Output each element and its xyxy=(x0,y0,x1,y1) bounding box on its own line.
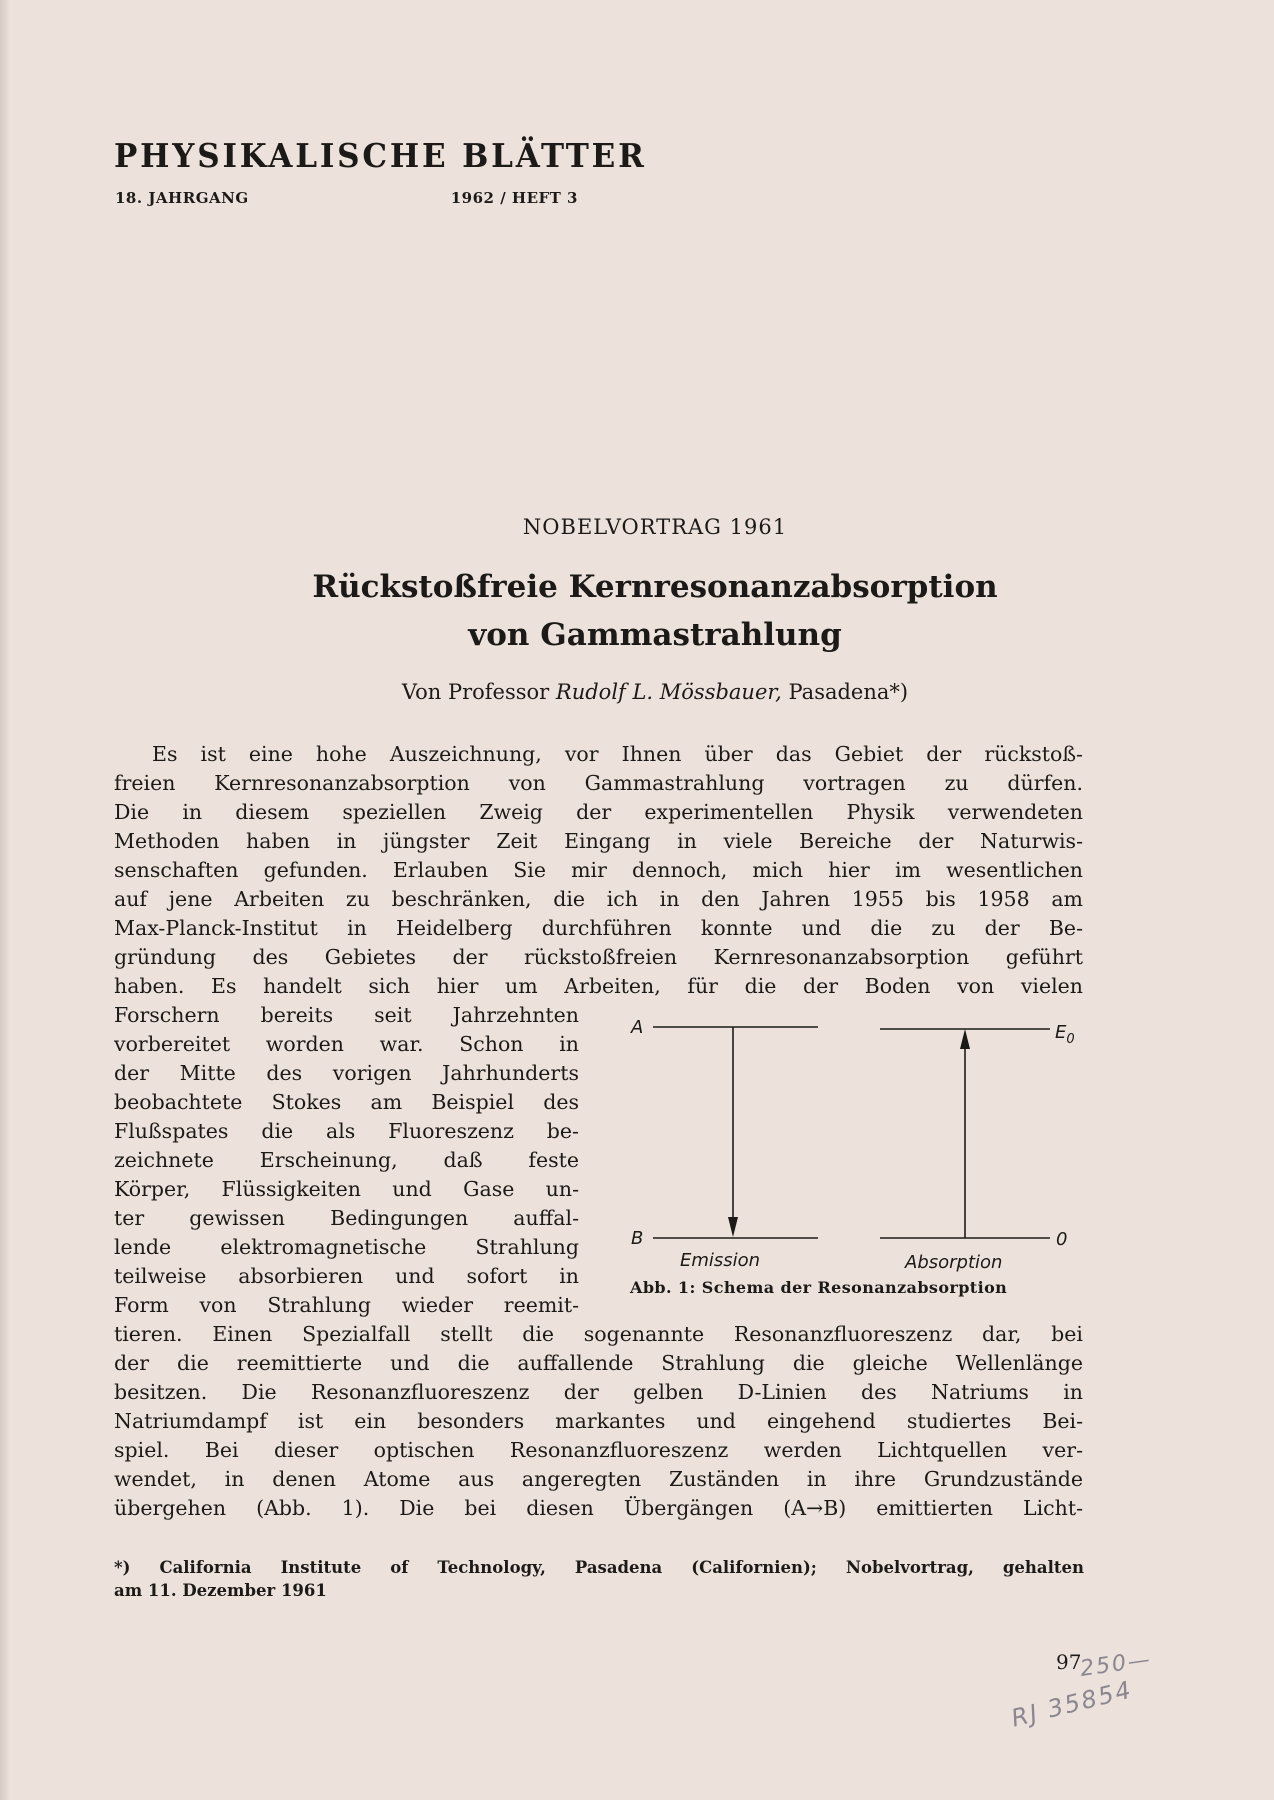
body-line: wendet, in denen Atome aus angeregten Zuständen in ihre Grundzustände xyxy=(114,1467,1083,1491)
byline-prefix: Von Professor xyxy=(401,680,550,704)
article-title-line-2: von Gammastrahlung xyxy=(468,617,842,653)
body-line: ter gewissen Bedingungen auffal- xyxy=(114,1206,579,1230)
body-line: spiel. Bei dieser optischen Resonanzfluoreszenz werden Lichtquellen ver- xyxy=(114,1438,1083,1462)
body-line: übergehen (Abb. 1). Die bei diesen Übergängen (A→B) emittierten Licht- xyxy=(114,1496,1083,1520)
figure-caption: Abb. 1: Schema der Resonanzabsorption xyxy=(630,1278,1008,1297)
body-paragraph-top xyxy=(114,740,1083,1001)
body-line: freien Kernresonanzabsorption von Gammastrahlung vortragen zu dürfen. xyxy=(114,771,1083,795)
body-line: Körper, Flüssigkeiten und Gase un- xyxy=(114,1177,579,1201)
article-title-line-1: Rückstoßfreie Kernresonanzabsorption xyxy=(312,569,998,605)
article-title xyxy=(0,563,1274,659)
journal-title: PHYSIKALISCHE BLÄTTER xyxy=(114,136,647,175)
handwritten-note-1: 250— xyxy=(1078,1647,1154,1682)
body-line: der die reemittierte und die auffallende Strahlung die gleiche Wellenlänge xyxy=(114,1351,1083,1375)
body-line: auf jene Arbeiten zu beschränken, die ich in den Jahren 1955 bis 1958 am xyxy=(114,887,1083,911)
body-line: beobachtete Stokes am Beispiel des xyxy=(114,1090,579,1114)
body-line: zeichnete Erscheinung, daß feste xyxy=(114,1148,579,1172)
label-B: B xyxy=(631,1228,644,1249)
body-line: Flußspates die als Fluoreszenz be- xyxy=(114,1119,579,1143)
footnote-line-2: am 11. Dezember 1961 xyxy=(114,1581,327,1600)
body-line: Die in diesem speziellen Zweig der experimentellen Physik verwendeten xyxy=(114,800,1083,824)
label-E0-main: E xyxy=(1055,1022,1067,1043)
emission-arrowhead xyxy=(728,1217,738,1237)
body-line: tieren. Einen Spezialfall stellt die sogenannte Resonanzfluoreszenz dar, bei xyxy=(114,1322,1083,1346)
body-line: gründung des Gebietes der rückstoßfreien Kernresonanzabsorption geführt xyxy=(114,945,1083,969)
figure-resonance-scheme xyxy=(625,1005,1085,1320)
handwritten-note-2: RJ 35854 xyxy=(1008,1675,1136,1733)
article-kicker: NOBELVORTRAG 1961 xyxy=(522,515,788,539)
label-E0 xyxy=(1055,1022,1075,1047)
body-line: Es ist eine hohe Auszeichnung, vor Ihnen über das Gebiet der rückstoß- xyxy=(152,742,1083,766)
body-line: Natriumdampf ist ein besonders markantes und eingehend studiertes Bei- xyxy=(114,1409,1083,1433)
body-line: lende elektromagnetische Strahlung xyxy=(114,1235,579,1259)
page-edge xyxy=(0,0,10,1800)
body-line: Forschern bereits seit Jahrzehnten xyxy=(114,1003,579,1027)
issue-row xyxy=(115,189,578,207)
body-paragraph-bottom xyxy=(114,1320,1083,1523)
body-line: Max-Planck-Institut in Heidelberg durchführen konnte und die zu der Be- xyxy=(114,916,1083,940)
journal-volume: 18. JAHRGANG xyxy=(115,189,249,207)
label-zero: 0 xyxy=(1056,1229,1068,1250)
body-line: teilweise absorbieren und sofort in xyxy=(114,1264,579,1288)
page-number: 97 xyxy=(1056,1650,1082,1674)
body-line: haben. Es handelt sich hier um Arbeiten, für die der Boden von vielen xyxy=(114,974,1083,998)
body-line: der Mitte des vorigen Jahrhunderts xyxy=(114,1061,579,1085)
footnote-line-1: *) California Institute of Technology, Pasadena (Californien); Nobelvortrag, gehalten xyxy=(114,1558,1084,1577)
journal-issue: 1962 / HEFT 3 xyxy=(450,189,578,207)
body-line: vorbereitet worden war. Schon in xyxy=(114,1032,579,1056)
label-A: A xyxy=(631,1017,644,1038)
footnote xyxy=(114,1556,1084,1602)
body-line: Methoden haben in jüngster Zeit Eingang in viele Bereiche der Naturwis- xyxy=(114,829,1083,853)
body-line: besitzen. Die Resonanzfluoreszenz der gelben D-Linien des Natriums in xyxy=(114,1380,1083,1404)
body-line: Form von Strahlung wieder reemit- xyxy=(114,1293,579,1317)
body-line: senschaften gefunden. Erlauben Sie mir dennoch, mich hier im wesentlichen xyxy=(114,858,1083,882)
label-E0-subscript: 0 xyxy=(1066,1032,1075,1047)
label-emission: Emission xyxy=(680,1250,761,1271)
byline-suffix: Pasadena*) xyxy=(788,680,909,704)
absorption-arrowhead xyxy=(960,1029,970,1049)
figure-diagram xyxy=(625,1005,1085,1320)
label-absorption: Absorption xyxy=(905,1252,1003,1273)
author-name: Rudolf L. Mössbauer, xyxy=(555,680,782,704)
byline xyxy=(0,680,1274,704)
